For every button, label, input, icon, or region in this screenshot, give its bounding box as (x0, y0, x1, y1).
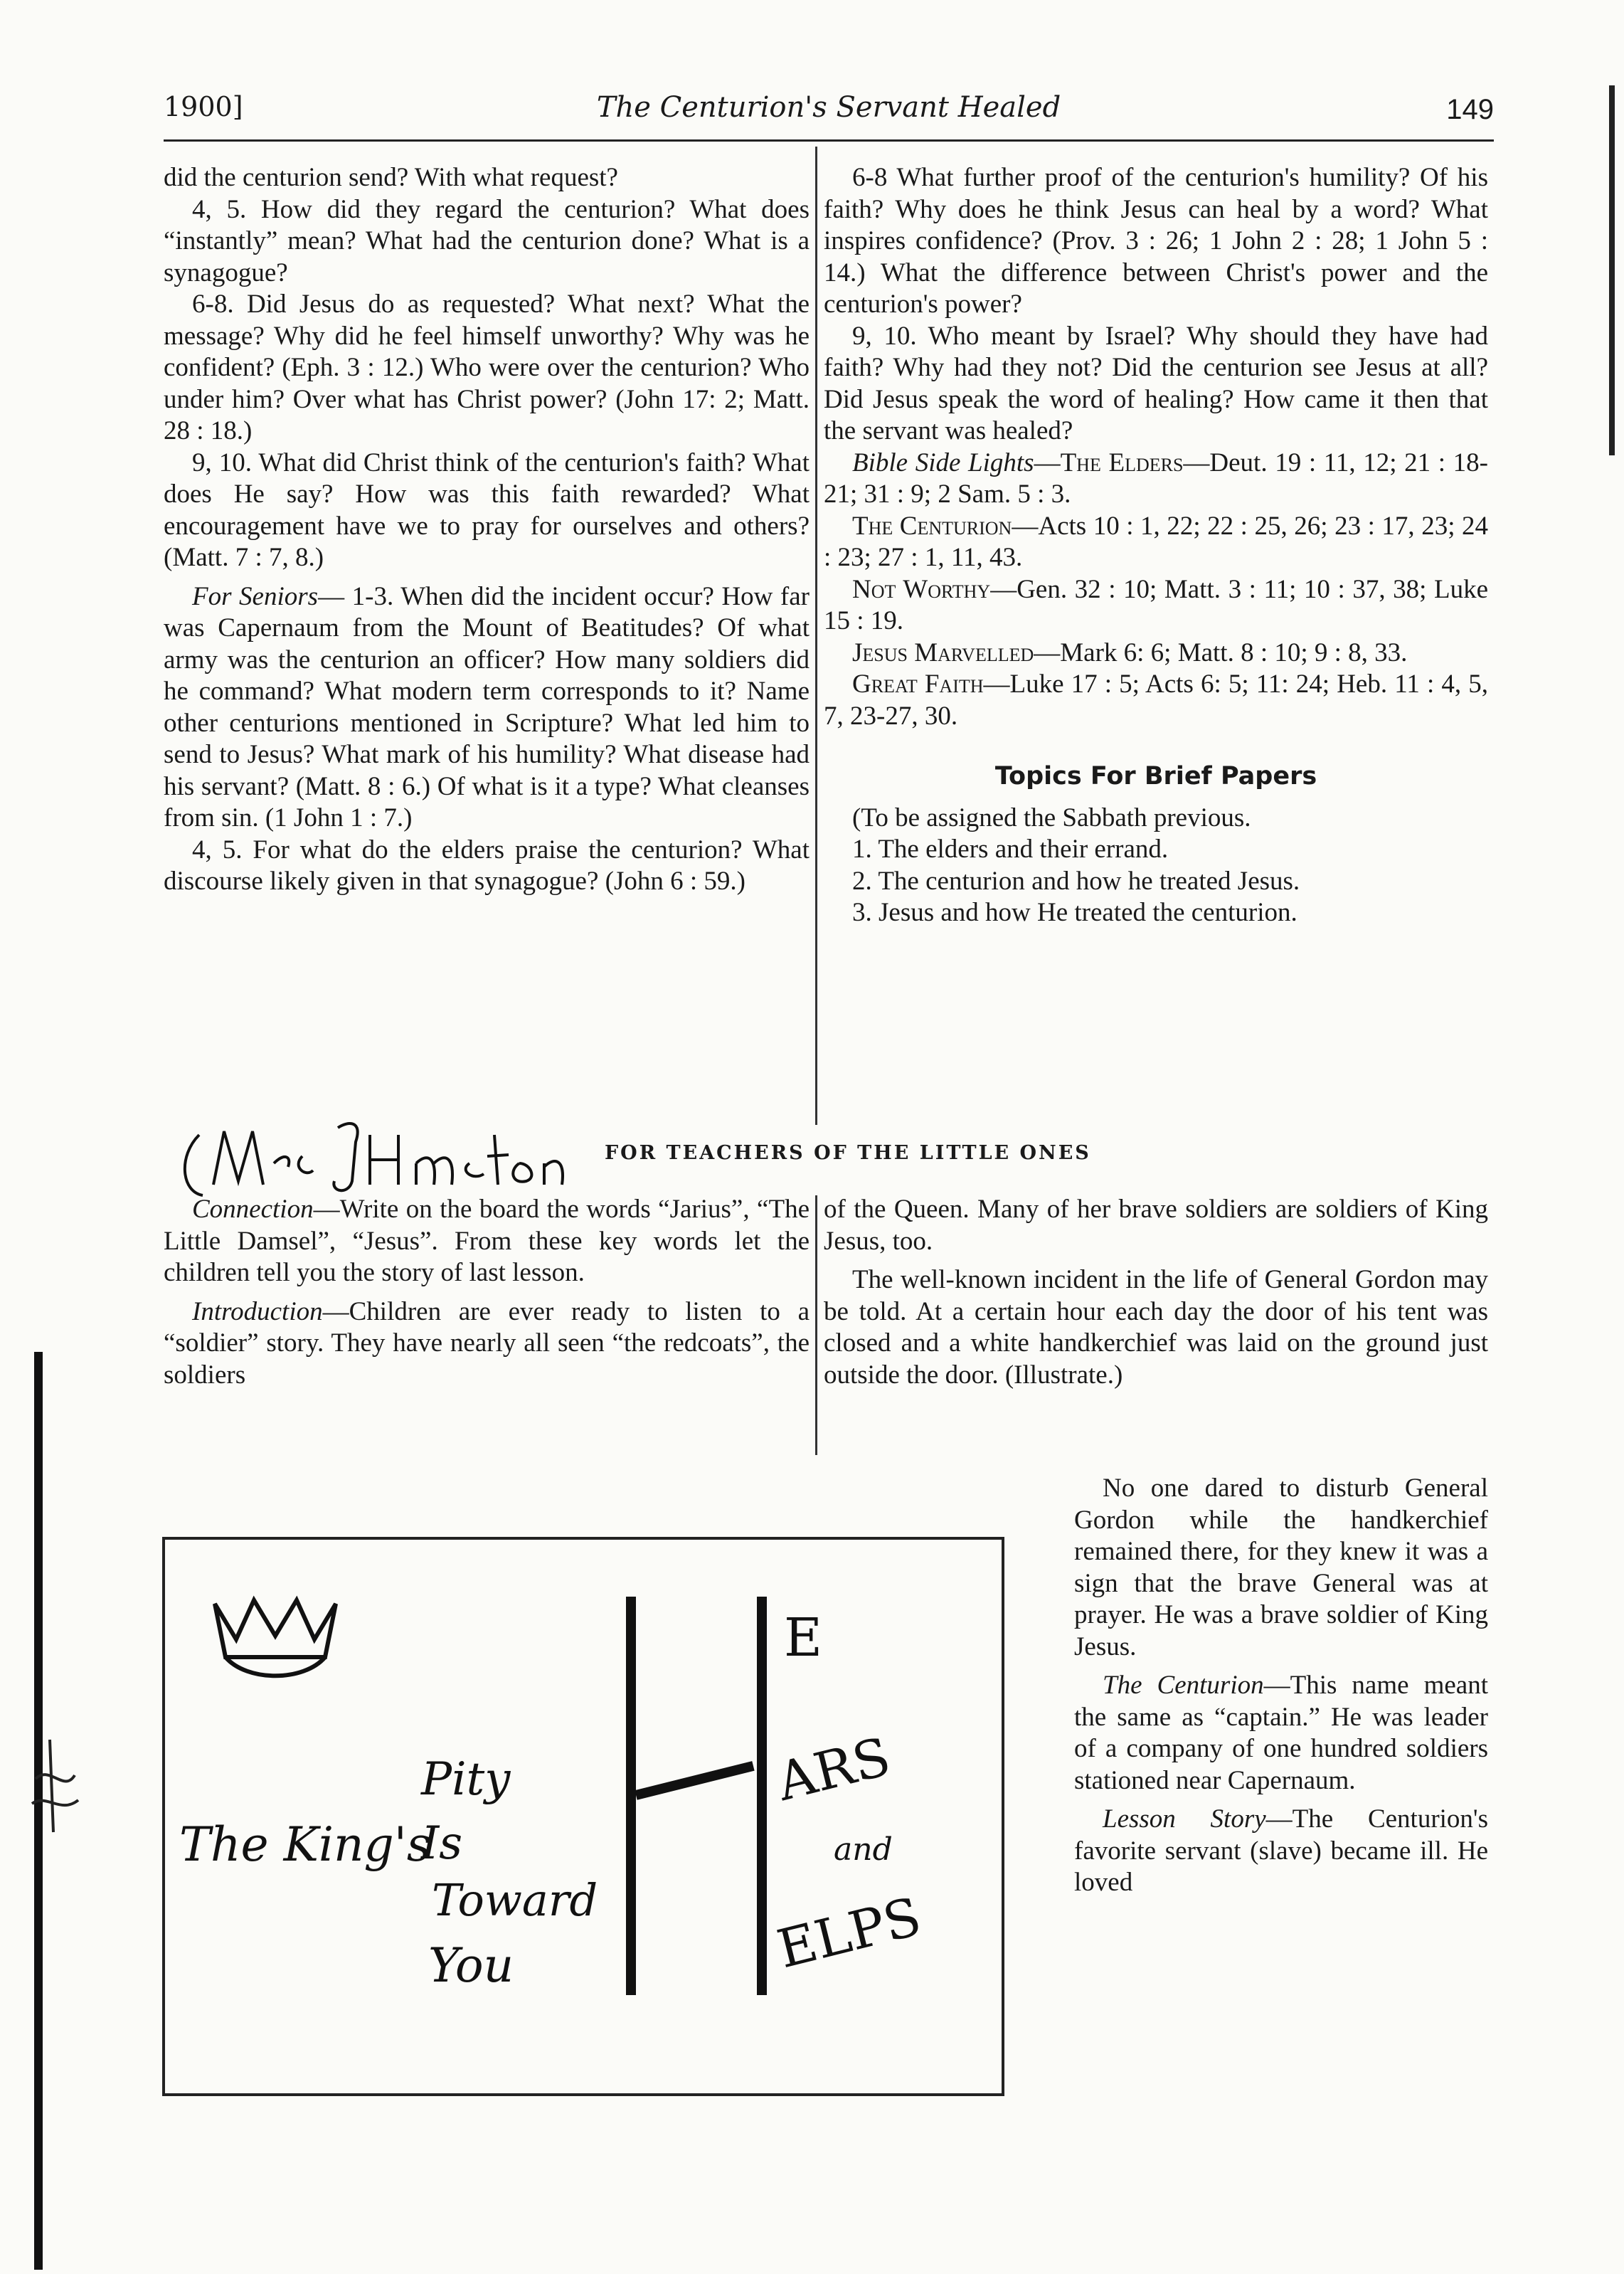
word-is: Is (421, 1817, 463, 1870)
paragraph-text: This name meant the same as “captain.” He was leader of a company of one hundred soldiers stationed near Capernaum. (1074, 1671, 1489, 1795)
little-ones-left (164, 1194, 810, 1391)
letter-e: E (784, 1607, 823, 1669)
side-light-head: Not Worthy (852, 574, 991, 604)
column-divider (815, 1195, 817, 1455)
side-light-refs: Acts 10 : 1, 22; 22 : 25, 26; 23 : 17, 23; 24 : 23; 27 : 1, 11, 43. (824, 511, 1488, 572)
introduction-paragraph: Introduction—Children are ever ready to listen to a “soldier” story. They have nearly all seen “the redcoats”, the soldiers (164, 1296, 810, 1390)
word-elps: ELPS (771, 1886, 928, 1981)
seniors-text: — 1-3. When did the incident occur? How far was Capernaum from the Mount of Beatitudes? Of what army was the centurion an officer? How many soldiers did he command? What modern term corresponds to it? Name other centurions mentioned in Scripture? What led him to send to Jesus? What mark of his humility? What disease had his servant? (Matt. 8 : 6.) Of what is it a type? What cleanses from sin. (1 John 1 : 7.) (164, 581, 810, 832)
question-paragraph: 9, 10. What did Christ think of the centurion's faith? What does He say? How was this faith rewarded? What encouragement have we to pray for ourselves and others? (Matt. 7 : 7, 8.) (164, 448, 810, 572)
topic-item: 2. The centurion and how he treated Jesus. (852, 866, 1300, 896)
side-lights-entry: Great Faith—Luke 17 : 5; Acts 6: 5; 11: 24; Heb. 11 : 4, 5, 7, 23-27, 30. (824, 670, 1488, 731)
word-pity: Pity (421, 1753, 511, 1806)
side-light-head: Great Faith (852, 670, 984, 699)
question-paragraph: 6-8. Did Jesus do as requested? What next? What the message? Why did he feel himself unworthy? Why was he confident? (Eph. 3 : 12.) Who were over the centurion? Who under him? Over what has Christ power? (John 17: 2; Matt. 28 : 18.) (164, 290, 810, 445)
side-light-head: The Centurion (852, 511, 1012, 541)
word-the-kings: The King's (179, 1817, 431, 1872)
year-label: 1900] (164, 91, 243, 122)
side-light-refs: Deut. 19 : 11, 12; 21 : 18-21; 31 : 9; 2 Sam. 5 : 3. (824, 448, 1488, 509)
question-paragraph: 9, 10. Who meant by Israel? Why should they have had faith? Why had they not? Did the centurion see Jesus at all? Did Jesus speak the word of healing? How came it then that the servant was healed? (824, 321, 1488, 445)
story-paragraph: The well-known incident in the life of General Gordon may be told. At a certain hour each day the door of his tent was closed and a white handkerchief was laid on the ground just outside the door. (Illustrate.) (824, 1265, 1488, 1390)
side-lights-label: Bible Side Lights (852, 448, 1034, 477)
word-toward: Toward (432, 1874, 598, 1926)
blackboard-illustration (162, 1537, 1004, 2096)
paragraph-label: Connection (192, 1195, 314, 1224)
side-lights-entry: The Centurion—Acts 10 : 1, 22; 22 : 25, 26; 23 : 17, 23; 24 : 23; 27 : 1, 11, 43. (824, 511, 1488, 572)
side-light-refs: Gen. 32 : 10; Matt. 3 : 11; 10 : 37, 38; Luke 15 : 19. (824, 574, 1488, 635)
question-paragraph: 6-8 What further proof of the centurion's humility? Of his faith? Why does he think Jesus can heal by a word? What inspires confidence? (Prov. 3 : 26; 1 John 2 : 28; 1 John 5 : 14.) What the difference between Christ's power and the centurion's power? (824, 163, 1488, 319)
side-light-refs: Mark 6: 6; Matt. 8 : 10; 9 : 8, 33. (1060, 638, 1408, 667)
little-ones-right-narrow (1074, 1473, 1488, 1899)
running-header (164, 91, 1494, 134)
section-heading: FOR TEACHERS OF THE LITTLE ONES (605, 1142, 1091, 1164)
question-paragraph: 4, 5. How did they regard the centurion? What does “instantly” mean? What had the centurion done? What is a synagogue? (164, 194, 810, 287)
word-and: and (834, 1831, 893, 1868)
topics-intro: (To be assigned the Sabbath previous. (852, 803, 1251, 832)
margin-scribble (21, 1736, 85, 1836)
right-column (824, 162, 1488, 929)
story-paragraph: of the Queen. Many of her brave soldiers are soldiers of King Jesus, too. (824, 1195, 1488, 1256)
seniors-label: For Seniors (192, 581, 319, 611)
story-paragraph: No one dared to disturb General Gordon while the handkerchief remained there, for they knew it was a sign that the brave General was at prayer. He was a brave soldier of King Jesus. (1074, 1474, 1488, 1661)
handwritten-signature (171, 1114, 626, 1206)
paragraph-text: Children are ever ready to listen to a “soldier” story. They have nearly all seen “the redcoats”, the soldiers (164, 1296, 810, 1390)
paragraph-text: Write on the board the words “Jarius”, “The Little Damsel”, “Jesus”. From these key words let the children tell you the story of last lesson. (164, 1195, 810, 1287)
centurion-paragraph: The Centurion—This name meant the same as “captain.” He was leader of a company of one hundred soldiers stationed near Capernaum. (1074, 1671, 1489, 1795)
side-light-refs: Luke 17 : 5; Acts 6: 5; 11: 24; Heb. 11 : 4, 5, 7, 23-27, 30. (824, 670, 1488, 731)
side-light-head: Jesus Marvelled (852, 638, 1034, 667)
h-crossbar (635, 1761, 754, 1800)
side-lights-entry: Jesus Marvelled—Mark 6: 6; Matt. 8 : 10; 9 : 8, 33. (852, 638, 1408, 667)
topic-item: 3. Jesus and how He treated the centurion. (852, 898, 1297, 927)
question-paragraph: 4, 5. For what do the elders praise the centurion? What discourse likely given in that synagogue? (John 6 : 59.) (164, 835, 810, 896)
side-lights-entry: Bible Side Lights—The Elders—Deut. 19 : 11, 12; 21 : 18-21; 31 : 9; 2 Sam. 5 : 3. (824, 448, 1488, 509)
paragraph-label: Introduction (192, 1296, 323, 1326)
seniors-paragraph (164, 581, 810, 835)
topics-title: Topics For Brief Papers (994, 762, 1317, 790)
h-right-stroke (757, 1597, 767, 1995)
word-you: You (428, 1938, 514, 1993)
topic-item: 1. The elders and their errand. (852, 835, 1169, 864)
question-paragraph: did the centurion send? With what request? (164, 163, 618, 192)
column-divider (815, 147, 817, 1125)
lesson-story-paragraph: Lesson Story—The Centurion's favorite servant (slave) became ill. He loved (1074, 1804, 1489, 1897)
side-lights-entry: Not Worthy—Gen. 32 : 10; Matt. 3 : 11; 10 : 37, 38; Luke 15 : 19. (824, 574, 1488, 635)
scan-edge-mark (1609, 85, 1615, 455)
paragraph-text: The Centurion's favorite servant (slave) became ill. He loved (1074, 1804, 1489, 1897)
running-title: The Centurion's Servant Healed (596, 91, 1061, 124)
crown-icon (204, 1590, 346, 1689)
header-rule (164, 139, 1494, 142)
connection-paragraph: Connection—Write on the board the words “Jarius”, “The Little Damsel”, “Jesus”. From these key words let the children tell you the story of last lesson. (164, 1195, 810, 1287)
left-column (164, 162, 810, 898)
page-number: 149 (1446, 94, 1494, 125)
side-light-head: The Elders (1060, 448, 1184, 477)
word-ears: ARS (770, 1725, 896, 1814)
paragraph-label: The Centurion (1103, 1671, 1264, 1700)
little-ones-right (824, 1194, 1488, 1391)
paragraph-label: Lesson Story (1103, 1804, 1266, 1834)
h-left-stroke (626, 1597, 636, 1995)
